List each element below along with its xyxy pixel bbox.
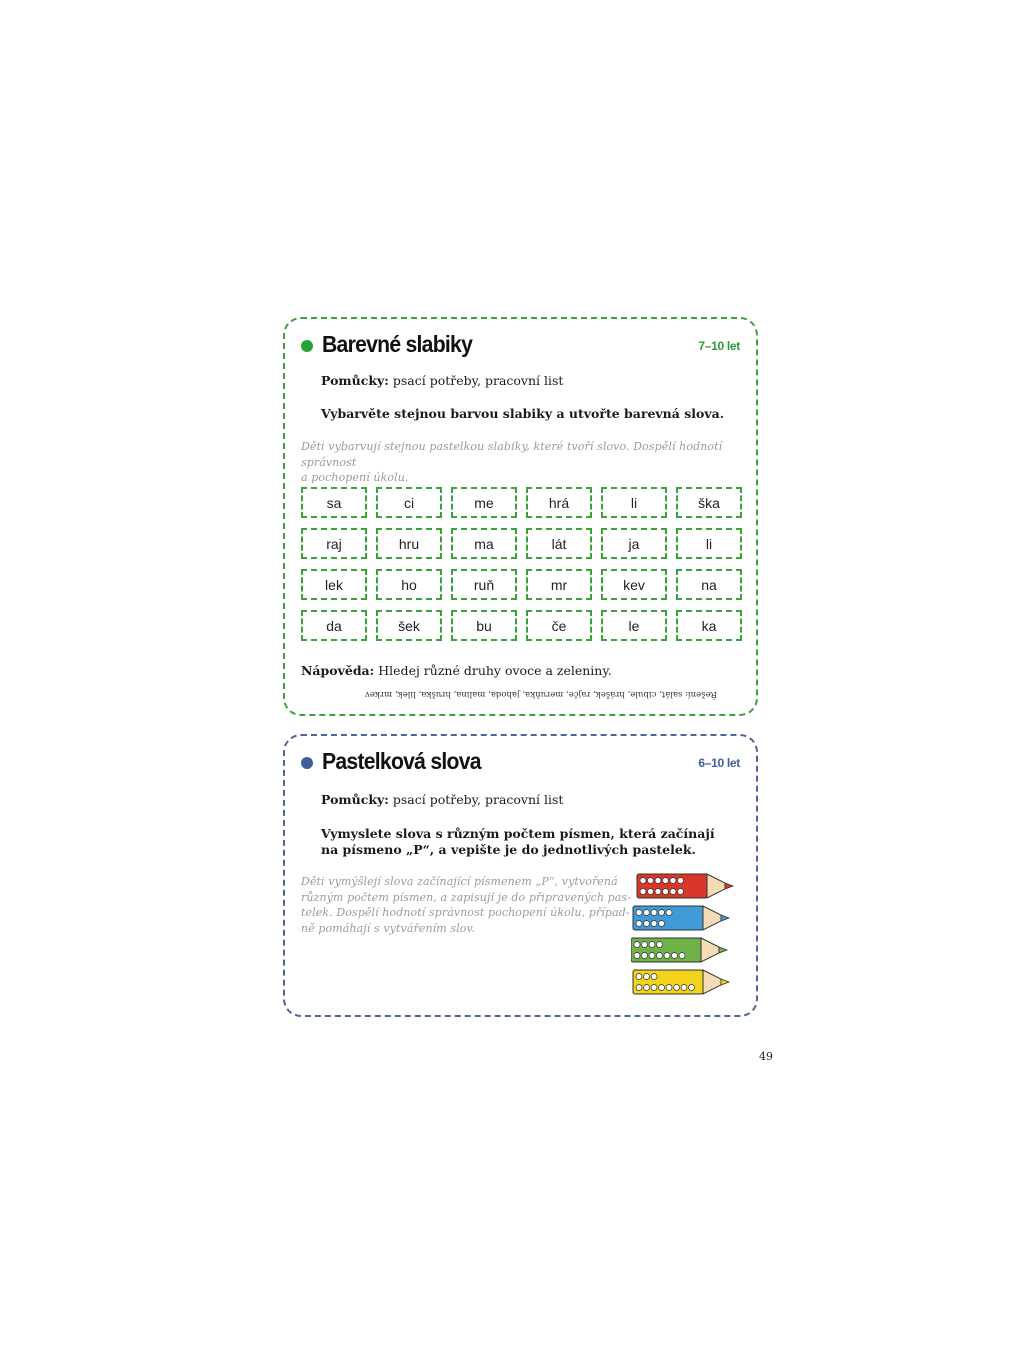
syllable-cell[interactable]: ka xyxy=(676,610,742,641)
pencil-icon xyxy=(633,906,729,930)
syllable-cell[interactable]: ma xyxy=(451,528,517,559)
note-line: Děti vymýšlejí slova začínající písmenem „P“, vytvořená xyxy=(301,875,618,888)
solution-upside-down: Řešení: salát, cibule, hrášek, rajče, meruňka, jahoda, malina, hruška, lilek, mrkev xyxy=(365,689,717,699)
hint xyxy=(301,663,612,678)
syllable-cell[interactable]: da xyxy=(301,610,367,641)
hint-label: Nápověda: xyxy=(301,663,375,678)
pencil-icon xyxy=(637,874,733,898)
tools-value: psací potřeby, pracovní list xyxy=(392,373,564,388)
syllable-cell[interactable]: šek xyxy=(376,610,442,641)
blue-bullet-icon xyxy=(301,757,313,769)
syllable-cell[interactable]: sa xyxy=(301,487,367,518)
note-line: telek. Dospělí hodnotí správnost pochopení úkolu, případ- xyxy=(301,906,630,919)
age-label: 7–10 let xyxy=(698,339,740,353)
note-line: Děti vybarvují stejnou pastelkou slabiky, které tvoří slovo. Dospělí hodnotí správnost xyxy=(301,440,723,469)
instruction-line: na písmeno „P“, a vepište je do jednotlivých pastelek. xyxy=(321,842,696,857)
tools-value: psací potřeby, pracovní list xyxy=(392,792,564,807)
syllable-cell[interactable]: raj xyxy=(301,528,367,559)
syllable-cell[interactable]: me xyxy=(451,487,517,518)
syllable-cell[interactable]: hrá xyxy=(526,487,592,518)
note-line: a pochopení úkolu. xyxy=(301,471,409,484)
activity-header xyxy=(301,331,740,363)
pencil-icon xyxy=(631,938,727,962)
syllable-cell[interactable]: mr xyxy=(526,569,592,600)
syllable-cell[interactable]: li xyxy=(676,528,742,559)
activity-title: Barevné slabiky xyxy=(322,331,473,357)
syllable-cell[interactable]: na xyxy=(676,569,742,600)
syllable-cell[interactable]: le xyxy=(601,610,667,641)
tools-label: Pomůcky: xyxy=(321,792,389,807)
hint-value: Hledej různé druhy ovoce a zeleniny. xyxy=(378,663,612,678)
syllable-cell[interactable]: ci xyxy=(376,487,442,518)
note xyxy=(301,874,631,936)
syllable-grid xyxy=(301,487,744,641)
syllable-cell[interactable]: če xyxy=(526,610,592,641)
syllable-cell[interactable]: ho xyxy=(376,569,442,600)
syllable-cell[interactable]: ja xyxy=(601,528,667,559)
note-line: ně pomáhají s vytvářením slov. xyxy=(301,921,476,935)
tools-label: Pomůcky: xyxy=(321,373,389,388)
instruction-line: Vymyslete slova s různým počtem písmen, která začínají xyxy=(321,826,715,841)
syllable-cell[interactable]: lek xyxy=(301,569,367,600)
syllable-cell[interactable]: bu xyxy=(451,610,517,641)
note xyxy=(301,439,756,486)
pencils-illustration xyxy=(631,870,741,1000)
note-line: různým počtem písmen, a zapisují je do připravených pas- xyxy=(301,890,631,904)
syllable-cell[interactable]: ška xyxy=(676,487,742,518)
activity-header xyxy=(301,748,740,780)
age-label: 6–10 let xyxy=(698,756,740,770)
syllable-cell[interactable]: kev xyxy=(601,569,667,600)
syllable-cell[interactable]: lát xyxy=(526,528,592,559)
syllable-cell[interactable]: hru xyxy=(376,528,442,559)
tools-line xyxy=(321,373,563,388)
instruction: Vybarvěte stejnou barvou slabiky a utvořte barevná slova. xyxy=(321,406,725,421)
green-bullet-icon xyxy=(301,340,313,352)
syllable-cell[interactable]: ruň xyxy=(451,569,517,600)
syllable-cell[interactable]: li xyxy=(601,487,667,518)
page-number: 49 xyxy=(759,1050,773,1063)
pencil-icon xyxy=(633,970,729,994)
activity-card-pastelkova-slova xyxy=(283,734,758,1017)
activity-card-barevne-slabiky xyxy=(283,317,758,716)
tools-line xyxy=(321,792,563,807)
instruction xyxy=(321,826,715,858)
activity-title: Pastelková slova xyxy=(322,748,481,774)
